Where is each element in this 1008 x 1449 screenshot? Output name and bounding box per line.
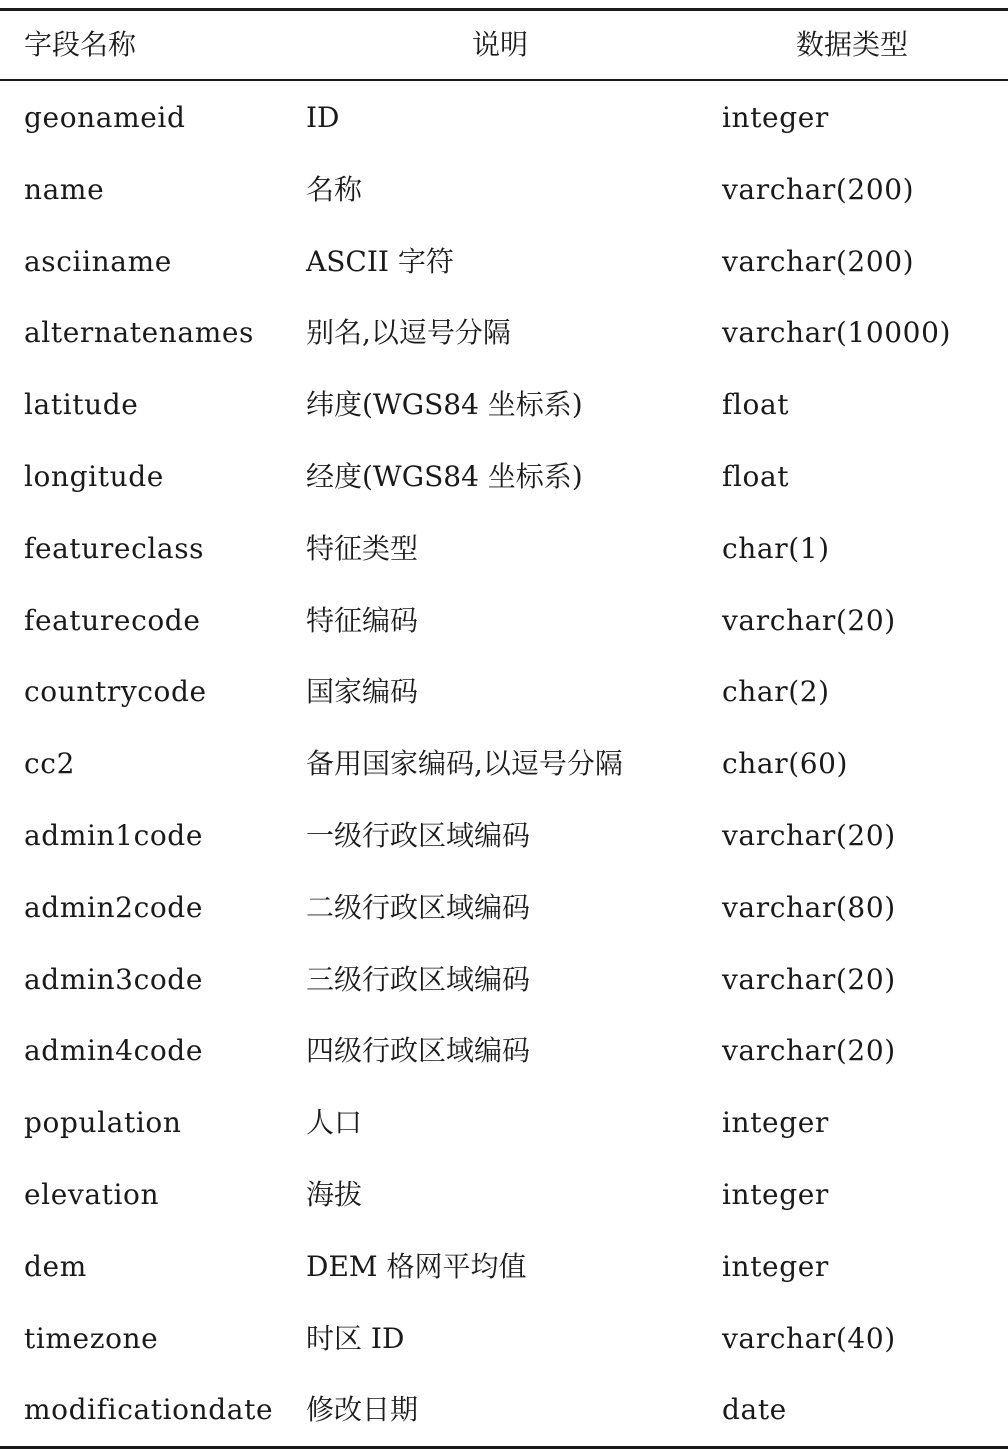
data-type-cell: integer (722, 1177, 829, 1211)
description-cell: DEM 格网平均值 (306, 1249, 527, 1283)
description-cell: 别名,以逗号分隔 (306, 316, 511, 350)
table-body (0, 81, 1008, 1446)
field-name-cell: name (24, 172, 105, 206)
data-type-cell: varchar(20) (722, 962, 896, 996)
table-row (0, 226, 1008, 298)
data-type-cell: float (722, 459, 790, 493)
table-row (0, 1303, 1008, 1375)
description-cell: 修改日期 (306, 1393, 419, 1427)
description-cell: 时区 ID (306, 1321, 405, 1355)
field-name-cell: cc2 (24, 747, 75, 781)
description-cell: ASCII 字符 (306, 244, 454, 278)
field-name-cell: admin4code (24, 1034, 204, 1068)
field-name-cell: longitude (24, 459, 164, 493)
field-name-cell: admin3code (24, 962, 204, 996)
field-name-cell: admin2code (24, 890, 204, 924)
table-row (0, 513, 1008, 585)
table-row (0, 944, 1008, 1016)
table-row (0, 297, 1008, 369)
data-type-cell: date (722, 1393, 787, 1427)
header-field-name: 字段名称 (24, 28, 137, 61)
data-type-cell: varchar(80) (722, 890, 896, 924)
description-cell: 四级行政区域编码 (306, 1034, 531, 1068)
data-type-cell: varchar(20) (722, 603, 896, 637)
data-type-cell: char(60) (722, 747, 849, 781)
description-cell: 国家编码 (306, 675, 419, 709)
field-name-cell: countrycode (24, 675, 207, 709)
data-type-cell: varchar(200) (722, 244, 915, 278)
field-name-cell: featurecode (24, 603, 201, 637)
field-name-cell: asciiname (24, 244, 172, 278)
data-type-cell: float (722, 388, 790, 422)
description-cell: 特征类型 (306, 531, 419, 565)
field-name-cell: alternatenames (24, 316, 255, 350)
field-definition-table (0, 8, 1008, 1449)
description-cell: 备用国家编码,以逗号分隔 (306, 747, 623, 781)
table-row (0, 1159, 1008, 1231)
table-header-row (0, 11, 1008, 79)
table-row (0, 585, 1008, 657)
description-cell: 一级行政区域编码 (306, 818, 531, 852)
description-cell: 海拔 (306, 1177, 363, 1211)
header-description: 说明 (471, 28, 528, 61)
data-type-cell: char(2) (722, 675, 830, 709)
table-row (0, 728, 1008, 800)
table-row (0, 1015, 1008, 1087)
field-name-cell: geonameid (24, 101, 186, 134)
table-row (0, 1231, 1008, 1303)
field-name-cell: admin1code (24, 818, 204, 852)
data-type-cell: varchar(40) (722, 1321, 896, 1355)
field-name-cell: dem (24, 1249, 87, 1283)
description-cell: 名称 (306, 172, 363, 206)
table-row (0, 82, 1008, 154)
field-name-cell: elevation (24, 1177, 160, 1211)
field-name-cell: latitude (24, 388, 139, 422)
field-name-cell: modificationdate (24, 1393, 274, 1427)
field-name-cell: timezone (24, 1321, 159, 1355)
data-type-cell: varchar(10000) (722, 316, 952, 350)
data-type-cell: integer (722, 1249, 829, 1283)
description-cell: 二级行政区域编码 (306, 890, 531, 924)
table-row (0, 441, 1008, 513)
description-cell: 人口 (306, 1106, 363, 1140)
data-type-cell: integer (722, 101, 829, 134)
description-cell: 特征编码 (306, 603, 419, 637)
data-type-cell: varchar(200) (722, 172, 915, 206)
header-data-type: 数据类型 (796, 28, 909, 61)
data-type-cell: varchar(20) (722, 1034, 896, 1068)
table-row (0, 369, 1008, 441)
table-row (0, 800, 1008, 872)
table-row (0, 154, 1008, 226)
description-cell: 纬度(WGS84 坐标系) (306, 388, 583, 422)
field-name-cell: population (24, 1106, 182, 1140)
description-cell: 经度(WGS84 坐标系) (306, 459, 583, 493)
table-row (0, 656, 1008, 728)
data-type-cell: integer (722, 1106, 829, 1140)
description-cell: 三级行政区域编码 (306, 962, 531, 996)
table-row (0, 872, 1008, 944)
field-name-cell: featureclass (24, 531, 205, 565)
description-cell: ID (306, 101, 340, 134)
data-type-cell: varchar(20) (722, 818, 896, 852)
table-row (0, 1374, 1008, 1446)
table-row (0, 1087, 1008, 1159)
data-type-cell: char(1) (722, 531, 830, 565)
